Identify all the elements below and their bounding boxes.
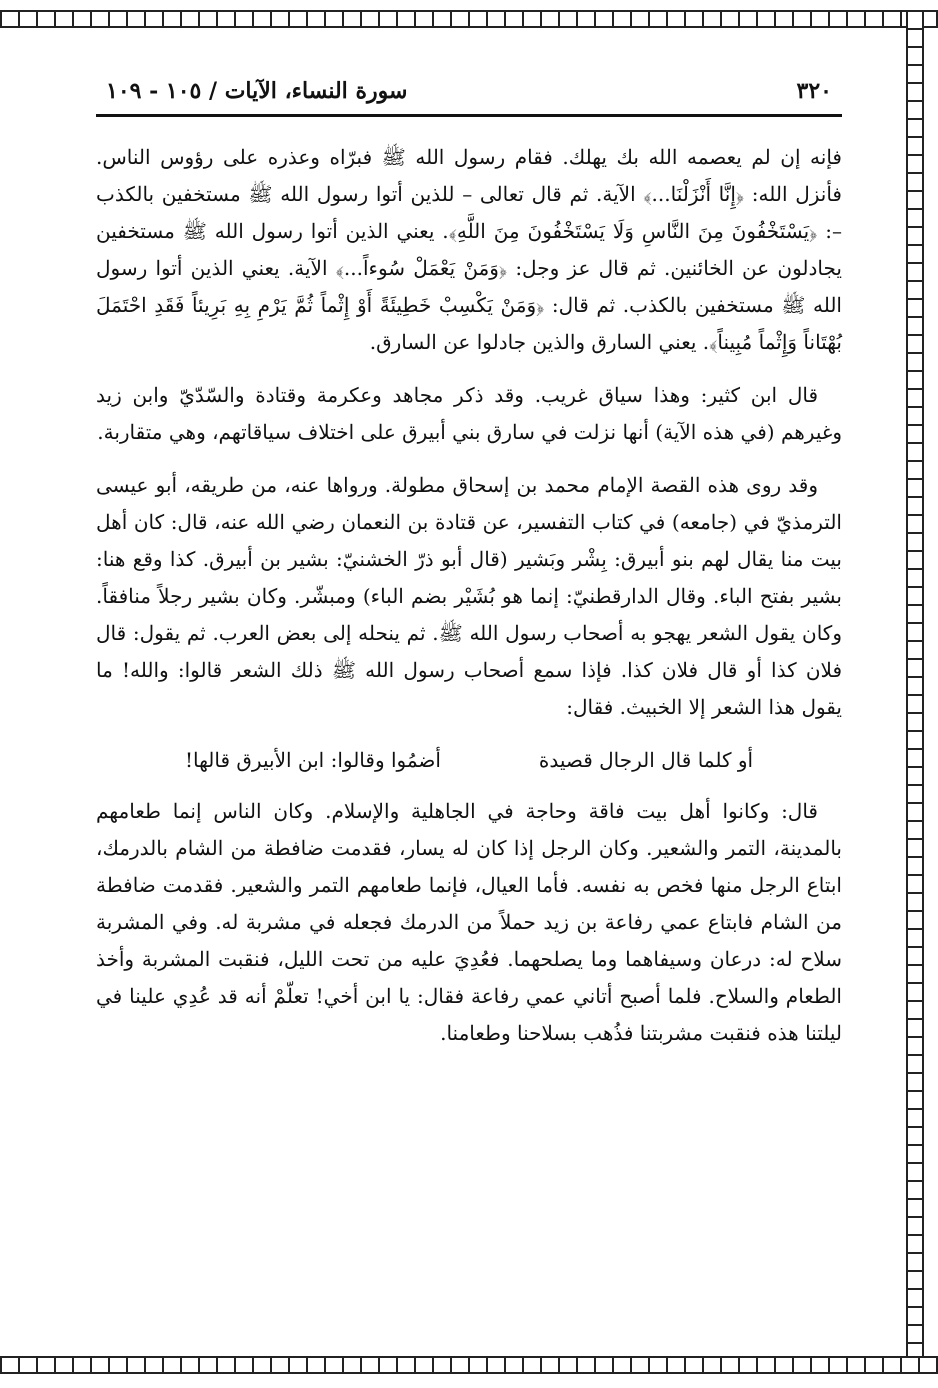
page-body — [96, 117, 842, 1052]
running-title: سورة النساء، الآيات / ١٠٥ - ١٠٩ — [106, 78, 408, 104]
paragraph-1: فإنه إن لم يعصمه الله بك يهلك. فقام رسول الله ﷺ فبرّاه وعذره على رؤوس الناس. فأنزل الله: ﴿إِنَّا أَنْزَلْنَا...﴾ الآية. ثم قال تعالى – للذين أتوا رسول الله ﷺ مستخفين بالكذب –: ﴿يَسْتَخْفُونَ مِنَ النَّاسِ وَلَا يَسْتَخْفُونَ مِنَ اللَّهِ﴾. يعني الذين أتوا رسول الله ﷺ مستخفين يجادلون عن الخائنين. ثم قال عز وجل: ﴿وَمَنْ يَعْمَلْ سُوءاً...﴾ الآية. يعني الذين أتوا رسول الله ﷺ مستخفين بالكذب. ثم قال: ﴿وَمَنْ يَكْسِبْ خَطِيئَةً أَوْ إِثْماً ثُمَّ يَرْمِ بِهِ بَرِيئاً فَقَدِ احْتَمَلَ بُهْتَاناً وَإِثْماً مُبِيناً﴾. يعني السارق والذين جادلوا عن السارق. — [96, 145, 842, 354]
verse-second-hemistich: أضمُوا وقالوا: ابن الأبيرق قالها! — [184, 748, 441, 772]
paragraph-4: قال: وكانوا أهل بيت فاقة وحاجة في الجاهلية والإسلام. وكان الناس إنما طعامهم بالمدينة، التمر والشعير. وكان الرجل إذا كان له يسار، فقدمت ضافطة من الشام بالدرمك، ابتاع الرجل منها فخص به نفسه. فأما العيال، فإنما طعامهم التمر والشعير. فقدمت ضافطة من الشام فابتاع عمي رفاعة بن زيد حملاً من الدرمك فجعله في مشربة له. وفي المشربة سلاح له: درعان وسيفاهما وما يصلحهما. فعُدِيَ عليه من تحت الليل، فنقبت المشربة وأخذ الطعام والسلاح. فلما أصبح أتاني عمي رفاعة فقال: يا ابن أخي! تعلّمْ أنه قد عُدِي علينا في ليلتنا هذه فنقبت مشربتنا فذُهب بسلاحنا وطعامنا. — [96, 799, 842, 1045]
page-header — [96, 70, 842, 117]
paragraph-2: قال ابن كثير: وهذا سياق غريب. وقد ذكر مجاهد وعكرمة وقتادة والسّدّيّ وابن زيد وغيرهم (في هذه الآية) أنها نزلت في سارق بني أبيرق على اختلاف سياقاتهم، وهي متقاربة. — [96, 383, 842, 444]
decorative-border-top — [0, 10, 938, 28]
verse-first-hemistich: أو كلما قال الرجال قصيدة — [538, 748, 754, 772]
page — [96, 70, 842, 1308]
page-number: ٣٢٠ — [796, 78, 832, 104]
decorative-border-right — [906, 10, 924, 1374]
paragraph-3: وقد روى هذه القصة الإمام محمد بن إسحاق مطولة. ورواها عنه، من طريقه، أبو عيسى الترمذيّ في (جامعه) في كتاب التفسير، عن قتادة بن النعمان رضي الله عنه، قال: كان أهل بيت منا يقال لهم بنو أبيرق: بِشْر وبَشير (قال أبو ذرّ الخشنيّ: بشير بن أبيرق. كذا وقع هنا: بشير بفتح الباء. وقال الدارقطنيّ: إنما هو بُشَيْر بضم الباء) ومبشّر. وكان بشير رجلاً منافقاً. وكان يقول الشعر يهجو به أصحاب رسول الله ﷺ. ثم ينحله إلى بعض العرب. ثم يقول: قال فلان كذا أو قال فلان كذا. فإذا سمع أصحاب رسول الله ﷺ ذلك الشعر قالوا: والله! ما يقول هذا الشعر إلا الخبيث. فقال: — [96, 473, 842, 719]
poem-verse — [96, 742, 842, 779]
decorative-border-bottom — [0, 1356, 938, 1374]
